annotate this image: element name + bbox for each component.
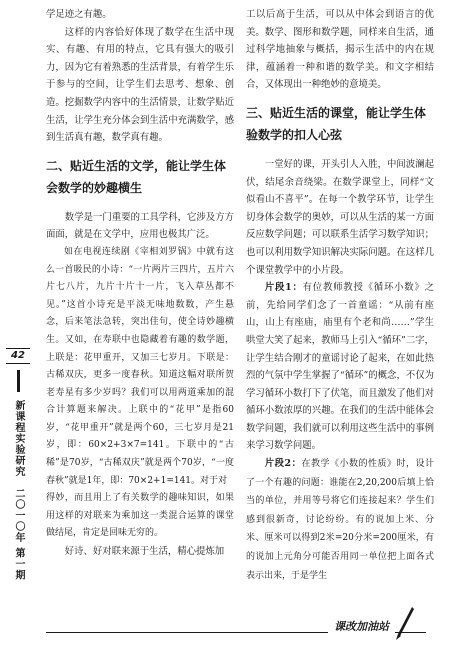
divider	[17, 370, 20, 392]
section-heading: 二、贴近生活的文学，能让学生体会数学的妙趣横生	[46, 158, 227, 195]
page-number: 42	[6, 348, 30, 364]
journal-issue: 二〇一〇年 第一期	[13, 488, 24, 581]
fragment-label: 片段2：	[264, 458, 302, 470]
pen-nib-icon	[394, 606, 416, 646]
section-heading: 三、贴近生活的课堂，能让学生体验数学的扣人心弦	[246, 105, 427, 142]
column-label: 课改加油站	[328, 618, 395, 634]
journal-sidebar	[6, 348, 30, 638]
paragraph: 得妙，而且用上了有关数学的趣味知识，如果用这样的对联来为乘加这一类混合运算的课堂做结尾，肯定是回味无穷的。	[46, 493, 234, 539]
paragraph: 这样的内容恰好体现了数学在生活中现实、有趣、有用的特点，它具有强大的吸引力，因为它有着熟悉的生活背景，有着学生乐于参与的空间，让学生们去思考、想象、创造。挖掘数学内容中的生活情景，让数学贴近生活，让学生充分体会到生活中充满数学，感到生活真有趣，数学真有趣。	[46, 26, 234, 144]
fragment-text: 在教学《小数的性质》时，设计了一个有趣的问题：谁能在2,20,200后填上恰当的单位，并用等号将它们连接起来？学生们感到很新奇，讨论纷纷。有的说加上米、分米、厘米可以得到2米=20分米=200厘米，有的说加上元角分可能否用同一单位把上面各式表示出来，于是学生	[246, 459, 434, 581]
fragment-label: 片段1：	[264, 282, 303, 294]
paragraph: 如在电视连续剧《宰相刘罗锅》中就有这么一首吸民的小诗：“一片两片三四片，五片六片七八片，九片十片十一片，飞入草丛都不见。”这首小诗充是平淡无味地数数，产生悬念，后来笔法急转，突出佳句，使全诗妙趣横生。又如，在寿联中也隐藏着有趣的数学题，上联是：花甲重开，又加三七岁月。下联是：古稀双庆，更多一度春秋。知道这幅对联所贺老寿星有多少岁吗？我们可以用两道乘加的混合计算题来解决。上联中的“花甲”是指60岁，“花甲重开”就是两个60，三七岁月是21岁，即：60×2+3×7=141。下联中的“古稀”是70岁，“古稀双庆”就是两个70岁，“一度春秋”就是1年，即：70×2+1=141。对于对	[46, 246, 234, 486]
right-column	[246, 6, 434, 585]
paragraph: 数学是一门重要的工具学科，它涉及方方面面，就是在文学中，应用也极其广泛。	[46, 211, 234, 241]
paragraph: 好诗、好对联来源于生活，精心提炼加	[64, 546, 225, 558]
paragraph: 学足迹之有趣。	[46, 9, 112, 20]
fragment-paragraph	[246, 279, 434, 455]
journal-name: 新课程实验研究	[13, 400, 24, 477]
paragraph: 一堂好的课，开头引人入胜，中间波澜起伏，结尾余音绕梁。在数学课堂上，同样“文似看山不喜平”。在每一个教学环节，让学生切身体会数学的奥妙，可以从生活的某一方面反应数学问题；可以联系生活学习数学知识；也可以利用数学知识解决实际问题。在这样几个课堂教学中的小片段。	[246, 158, 434, 276]
left-column	[46, 6, 234, 561]
fragment-paragraph	[246, 455, 434, 585]
fragment-text: 有位教师教授《循环小数》之前，先给同学们念了一首童谣：“从前有座山，山上有座庙，庙里有个老和尚……”学生哄堂大笑了起来，教师马上引入“循环”二字，让学生结合刚才的童谣讨论了起来，在如此热烈的气氛中学生掌握了“循环”的概念，不仅为学习循环小数打下了伏笔，而且激发了他们对循环小数浓厚的兴趣。在我们的生活中能体会数学问题，我们就可以利用这些生活中的事例来学习数学问题。	[246, 282, 434, 452]
paragraph: 工以后高于生活，可以从中体会到语言的优美。数学、图形和数学题，同样来自生活，通过科学地抽象与概括，揭示生活中的内在规律，蕴涵着一种和谐的数学美。和文字相结合，又体现出一种绝妙的意境美。	[246, 9, 434, 91]
